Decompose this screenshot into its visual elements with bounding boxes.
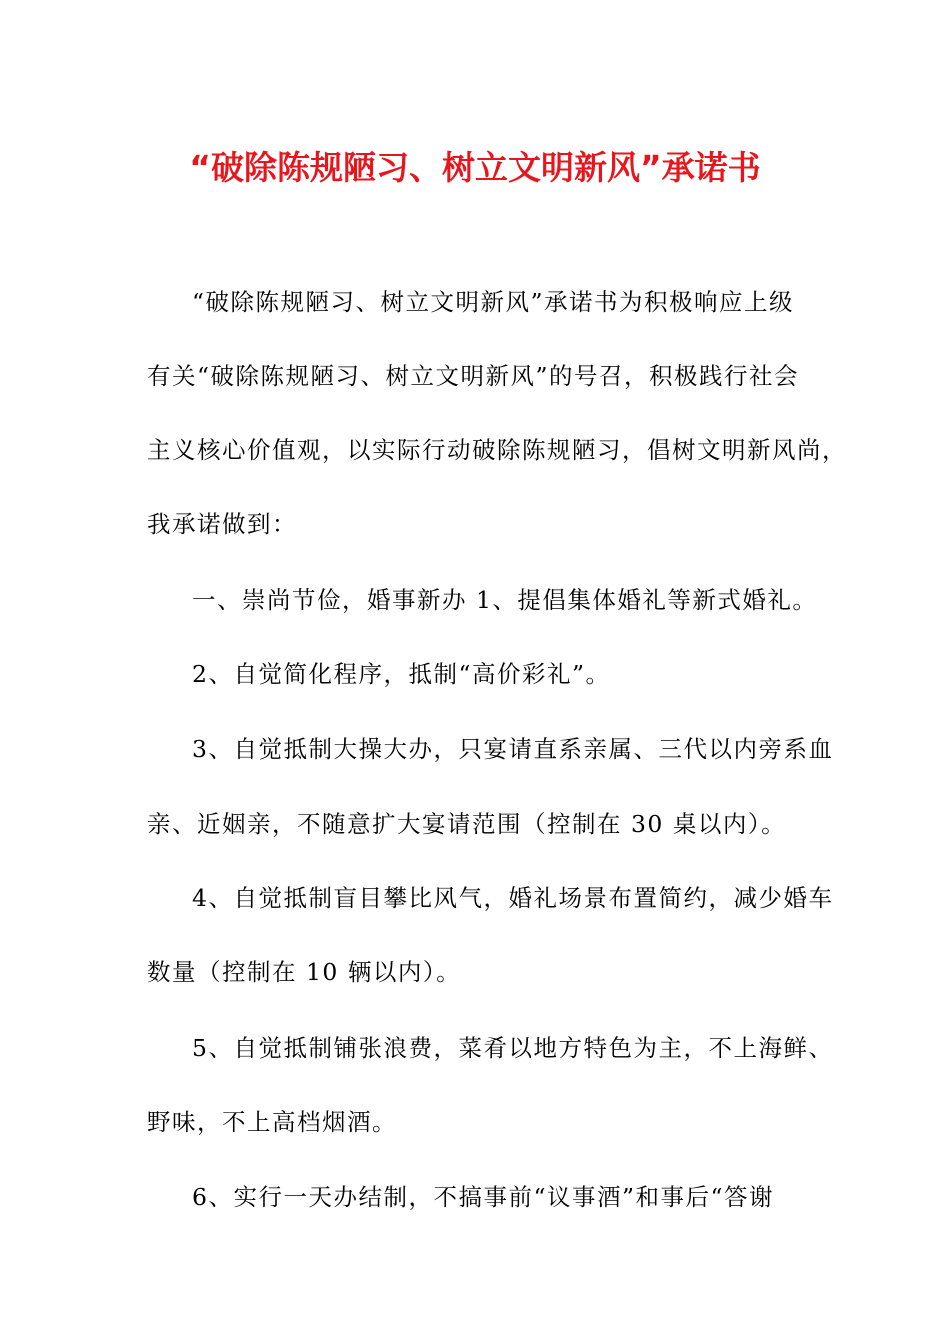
paragraph-line-8: 亲、近姻亲，不随意扩大宴请范围（控制在 30 桌以内）。 <box>147 810 787 838</box>
paragraph-line-4: 我承诺做到： <box>147 510 297 538</box>
paragraph-line-5: 一、崇尚节俭，婚事新办 1、提倡集体婚礼等新式婚礼。 <box>192 586 818 614</box>
paragraph-line-11: 5、自觉抵制铺张浪费，菜肴以地方特色为主，不上海鲜、 <box>192 1034 834 1062</box>
paragraph-line-10: 数量（控制在 10 辆以内）。 <box>147 958 462 986</box>
paragraph-line-13: 6、实行一天办结制，不搞事前“议事酒”和事后“答谢 <box>192 1183 774 1211</box>
paragraph-line-7: 3、自觉抵制大操大办，只宴请直系亲属、三代以内旁系血 <box>192 735 834 763</box>
document-title: “破除陈规陋习、树立文明新风”承诺书 <box>189 148 761 187</box>
paragraph-line-3: 主义核心价值观，以实际行动破除陈规陋习，倡树文明新风尚， <box>147 436 847 464</box>
paragraph-line-1: “破除陈规陋习、树立文明新风”承诺书为积极响应上级 <box>192 288 795 316</box>
paragraph-line-12: 野味，不上高档烟酒。 <box>147 1108 397 1136</box>
paragraph-line-9: 4、自觉抵制盲目攀比风气，婚礼场景布置简约，减少婚车 <box>192 884 834 912</box>
paragraph-line-2: 有关“破除陈规陋习、树立文明新风”的号召，积极践行社会 <box>147 362 800 390</box>
paragraph-line-6: 2、自觉简化程序，抵制“高价彩礼”。 <box>192 660 611 688</box>
